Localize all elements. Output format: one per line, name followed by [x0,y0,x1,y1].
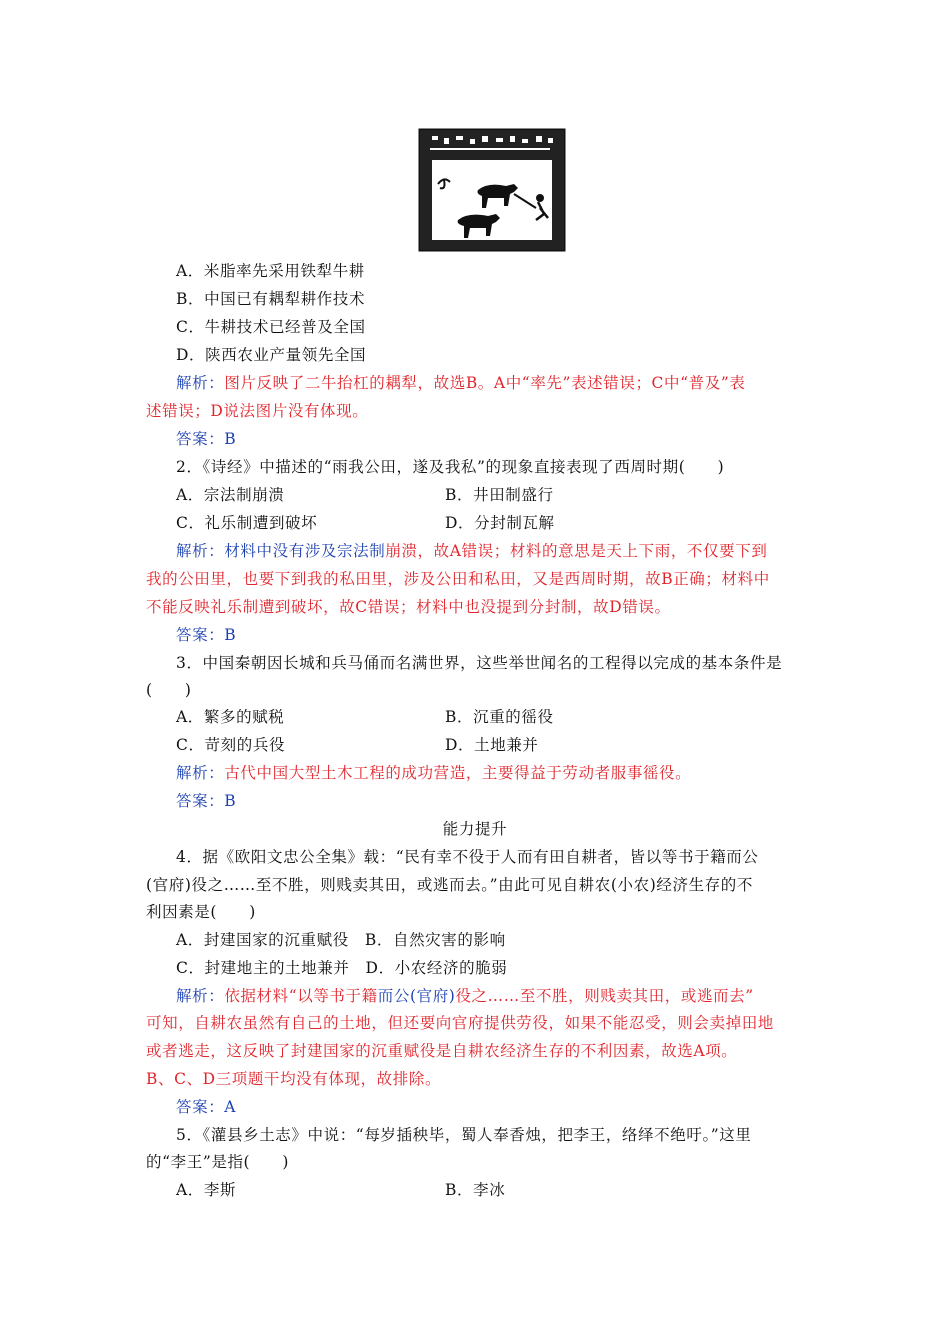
q3-analysis-line1 [176,763,691,783]
q5-stem-line1: 5．《灌县乡土志》中说：“每岁插秧毕，蜀人奉香烛，把李王，络绎不绝吁。”这里 [176,1126,752,1144]
analysis-text: 崩溃，故A错误；材料的意思是天上下雨，不仅要下到 [385,542,768,560]
q4-analysis-line2: 可知，自耕农虽然有自己的土地，但还要向官府提供劳役，如果不能忍受，则会卖掉田地 [146,1014,774,1032]
analysis-label: 解析： [176,542,225,560]
q3-option-b: B．沉重的徭役 [445,708,554,726]
q1-option-c: C．牛耕技术已经普及全国 [176,318,366,336]
q1-option-b: B．中国已有耦犁耕作技术 [176,290,366,308]
analysis-text: 而公(官府) [377,987,456,1005]
analysis-label: 解析： [176,764,225,782]
q1-option-a: A．米脂率先采用铁犁牛耕 [176,262,365,280]
analysis-label: 解析： [176,374,225,392]
q5-option-b: B．李冰 [445,1181,506,1199]
q4-stem-line2: (官府)役之……至不胜，则贱卖其田，或逃而去。”由此可见自耕农(小农)经济生存的不 [146,876,753,894]
analysis-text: 古代中国大型土木工程的成功营造，主要得益于劳动者服事徭役。 [224,764,692,782]
q3-option-a: A．繁多的赋税 [176,708,285,726]
q2-answer: 答案：B [176,626,237,644]
analysis-text: 役之……至不胜，则贱卖其田，或逃而去” [455,987,754,1005]
q4-analysis-line4: B、C、D三项题干均没有体现，故排除。 [146,1070,442,1088]
q3-stem-line2: ( ) [146,681,192,699]
q2-option-b: B．井田制盛行 [445,486,554,504]
q1-option-d: D．陕西农业产量领先全国 [176,346,367,364]
analysis-text: 图片反映了二牛抬杠的耦犁，故选B。A中“率先”表述错误；C中“普及”表 [224,374,746,392]
q1-analysis-line1 [176,373,745,393]
analysis-text: 依据材料“以等书于籍 [224,987,378,1005]
q2-option-c: C．礼乐制遭到破坏 [176,514,318,532]
q3-option-c: C．苛刻的兵役 [176,736,286,754]
q4-stem-line3: 利因素是( ) [146,903,256,921]
section-title: 能力提升 [442,820,508,838]
q4-analysis-line1 [176,986,754,1006]
q4-options-line2: C．封建地主的土地兼并 D．小农经济的脆弱 [176,959,508,977]
q2-analysis-line3: 不能反映礼乐制遭到破坏，故C错误；材料中也没提到分封制，故D错误。 [146,598,671,616]
ox-plough-rubbing-image [418,128,566,252]
q2-analysis-line2: 我的公田里，也要下到我的私田里，涉及公田和私田，又是西周时期，故B正确；材料中 [146,570,770,588]
q3-stem-line1: 3．中国秦朝因长城和兵马俑而名满世界，这些举世闻名的工程得以完成的基本条件是 [176,654,783,672]
q4-stem-line1: 4．据《欧阳文忠公全集》载：“民有幸不役于人而有田自耕者，皆以等书于籍而公 [176,848,759,866]
q5-option-a: A．李斯 [176,1181,237,1199]
q2-option-d: D．分封制瓦解 [445,514,555,532]
q4-answer: 答案：A [176,1098,237,1116]
q3-option-d: D．土地兼并 [445,736,539,754]
q3-answer: 答案：B [176,792,237,810]
q4-analysis-line3: 或者逃走，这反映了封建国家的沉重赋役是自耕农经济生存的不利因素，故选A项。 [146,1042,738,1060]
q1-analysis-line2: 述错误；D说法图片没有体现。 [146,402,369,420]
analysis-text: 材料中没有涉及宗法制 [224,542,386,560]
q2-stem: 2．《诗经》中描述的“雨我公田，遂及我私”的现象直接表现了西周时期( ) [176,458,725,476]
q4-options-line1: A．封建国家的沉重赋役 B．自然灾害的影响 [176,931,506,949]
q1-answer: 答案：B [176,430,237,448]
q5-stem-line2: 的“李王”是指( ) [146,1153,290,1171]
q2-option-a: A．宗法制崩溃 [176,486,285,504]
q2-analysis-line1 [176,541,767,561]
analysis-label: 解析： [176,987,225,1005]
